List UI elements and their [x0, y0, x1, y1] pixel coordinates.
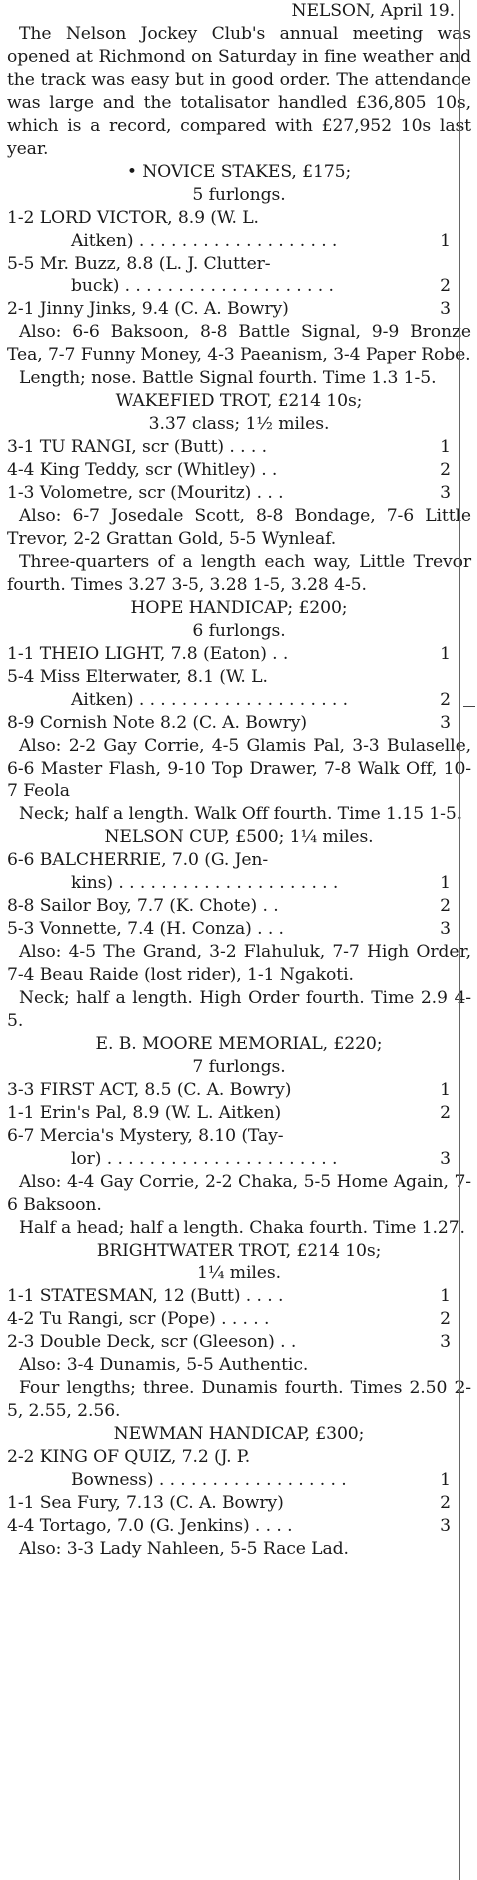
entry-cont: buck) . . . . . . . . . . . . . . . . . . . .: [71, 276, 334, 297]
place-number: 2: [440, 896, 451, 917]
place-number: 3: [440, 1148, 451, 1169]
race-result: Neck; half a length. Walk Off fourth. Time 1.15 1-5.: [19, 804, 463, 825]
place-1-cont: [7, 230, 471, 253]
race-title: WAKEFIED TROT, £214 10s;: [115, 391, 363, 412]
entry-text: 1-1 Sea Fury, 7.13 (C. A. Bowry): [7, 1493, 284, 1513]
race-result: Half a head; half a length. Chaka fourth. Time 1.27.: [19, 1217, 465, 1238]
place-number: 2: [440, 276, 451, 297]
race-result: Four lengths; three. Dunamis fourth. Times 2.50 2-5, 2.55, 2.56.: [7, 1378, 471, 1422]
race-title: NEWMAN HANDICAP, £300;: [113, 1424, 365, 1445]
race-title: E. B. MOORE MEMORIAL, £220;: [95, 1033, 383, 1054]
place-2: [7, 1102, 471, 1125]
race-subtitle: 5 furlongs.: [192, 184, 286, 205]
race-title: BRIGHTWATER TROT, £214 10s;: [96, 1240, 382, 1261]
place-1: [7, 1285, 471, 1308]
entry-cont: Aitken) . . . . . . . . . . . . . . . . . . . .: [71, 689, 349, 710]
place-number: 2: [440, 1493, 451, 1513]
place-3: [7, 298, 471, 321]
intro-paragraph: The Nelson Jockey Club's annual meeting was opened at Richmond on Saturday in fine weather and the track was easy but in good order. The attendance was large and the totalisator handled £36,805 10s, which is a record, compared with £27,952 10s last year.: [7, 24, 471, 159]
race-subtitle: 7 furlongs.: [192, 1056, 286, 1077]
entry-text: 4-4 Tortago, 7.0 (G. Jenkins) . . . .: [7, 1515, 293, 1536]
place-3: [7, 482, 471, 505]
entry-text: 1-2 LORD VICTOR, 8.9 (W. L.: [7, 207, 259, 228]
place-number: 3: [440, 1332, 451, 1353]
also-ran: Also: 4-5 The Grand, 3-2 Flahuluk, 7-7 High Order, 7-4 Beau Raide (lost rider), 1-1 Ngakoti.: [7, 942, 471, 986]
race-subtitle: 6 furlongs.: [192, 620, 286, 641]
entry-cont: Bowness) . . . . . . . . . . . . . . . . . .: [71, 1470, 347, 1491]
place-number: 2: [440, 1102, 451, 1123]
also-ran: Also: 2-2 Gay Corrie, 4-5 Glamis Pal, 3-3 Bulaselle, 6-6 Master Flash, 9-10 Top Drawer, 7-8 Walk Off, 10-7 Feola: [7, 735, 471, 802]
place-3: [7, 1515, 471, 1538]
race-nelson-cup: [7, 826, 471, 1033]
race-result: Three-quarters of a length each way, Little Trevor fourth. Times 3.27 3-5, 3.28 1-5, 3.28 4-5.: [7, 551, 471, 595]
place-2-cont: [7, 689, 471, 712]
entry-text: 5-5 Mr. Buzz, 8.8 (L. J. Clutter-: [7, 253, 271, 274]
race-brightwater-trot: [7, 1240, 471, 1424]
race-hope-handicap: [7, 597, 471, 827]
place-number: 1: [440, 643, 451, 664]
entry-text: 1-1 Erin's Pal, 8.9 (W. L. Aitken): [7, 1102, 282, 1123]
entry-text: 6-7 Mercia's Mystery, 8.10 (Tay-: [7, 1125, 284, 1146]
place-number: 3: [440, 1515, 451, 1536]
entry-text: 8-8 Sailor Boy, 7.7 (K. Chote) . .: [7, 896, 279, 917]
place-number: 3: [440, 712, 451, 733]
entry-text: 3-3 FIRST ACT, 8.5 (C. A. Bowry): [7, 1079, 292, 1100]
race-title: • NOVICE STAKES, £175;: [126, 161, 352, 182]
entry-text: 4-2 Tu Rangi, scr (Pope) . . . . .: [7, 1309, 270, 1330]
place-number: 1: [440, 1079, 451, 1100]
place-number: 2: [440, 460, 451, 481]
column-rule: [459, 0, 460, 1880]
place-1: [7, 436, 471, 459]
entry-cont: Aitken) . . . . . . . . . . . . . . . . . . .: [71, 230, 338, 251]
race-title: NELSON CUP, £500; 1¼ miles.: [104, 827, 374, 848]
also-ran: Also: 3-4 Dunamis, 5-5 Authentic.: [19, 1355, 309, 1376]
place-3-cont: [7, 1148, 471, 1171]
place-1: [7, 1446, 471, 1469]
entry-text: 5-3 Vonnette, 7.4 (H. Conza) . . .: [7, 919, 284, 940]
place-3: [7, 1331, 471, 1354]
race-subtitle: 1¼ miles.: [197, 1263, 281, 1284]
place-1: [7, 207, 471, 230]
race-result: Neck; half a length. High Order fourth. Time 2.9 4-5.: [7, 988, 471, 1031]
place-number: 1: [440, 1470, 451, 1491]
race-wakefied-trot: [7, 390, 471, 597]
place-3: [7, 1125, 471, 1148]
entry-text: 8-9 Cornish Note 8.2 (C. A. Bowry): [7, 712, 307, 733]
race-result: Length; nose. Battle Signal fourth. Time 1.3 1-5.: [19, 368, 437, 389]
place-number: 2: [440, 689, 451, 710]
entry-text: 1-3 Volometre, scr (Mouritz) . . .: [7, 483, 284, 504]
place-1: [7, 1079, 471, 1102]
place-2: [7, 1308, 471, 1331]
place-2: [7, 459, 471, 482]
place-2: [7, 895, 471, 918]
entry-text: 6-6 BALCHERRIE, 7.0 (G. Jen-: [7, 850, 269, 871]
place-number: 2: [440, 1309, 451, 1330]
also-ran: Also: 6-7 Josedale Scott, 8-8 Bondage, 7-6 Little Trevor, 2-2 Grattan Gold, 5-5 Wynleaf.: [7, 506, 471, 549]
entry-text: 2-1 Jinny Jinks, 9.4 (C. A. Bowry): [7, 299, 289, 320]
place-2: [7, 666, 471, 689]
entry-text: 1-1 STATESMAN, 12 (Butt) . . . .: [7, 1286, 284, 1307]
entry-cont: kins) . . . . . . . . . . . . . . . . . . . . .: [71, 873, 339, 894]
dateline: NELSON, April 19.: [291, 1, 455, 21]
entry-text: 2-3 Double Deck, scr (Gleeson) . .: [7, 1332, 297, 1353]
place-number: 3: [440, 919, 451, 940]
place-2: [7, 253, 471, 276]
also-ran: Also: 6-6 Baksoon, 8-8 Battle Signal, 9-9 Bronze Tea, 7-7 Funny Money, 4-3 Paeanism, 3-4 Paper Robe.: [7, 322, 471, 366]
race-novice-stakes: [7, 161, 471, 391]
place-number: 3: [440, 299, 451, 320]
place-3: [7, 918, 471, 941]
place-number: 1: [440, 1286, 451, 1307]
entry-text: 3-1 TU RANGI, scr (Butt) . . . .: [7, 437, 267, 458]
place-1-cont: [7, 1469, 471, 1492]
place-1-cont: [7, 872, 471, 895]
place-1: [7, 849, 471, 872]
place-2-cont: [7, 275, 471, 298]
entry-text: 4-4 King Teddy, scr (Whitley) . .: [7, 460, 278, 481]
place-3: [7, 712, 471, 735]
place-number: 1: [440, 437, 451, 458]
place-number: 3: [440, 483, 451, 504]
place-number: 1: [440, 230, 451, 251]
also-ran: Also: 4-4 Gay Corrie, 2-2 Chaka, 5-5 Home Again, 7-6 Baksoon.: [7, 1171, 471, 1215]
race-newman-handicap: [7, 1423, 471, 1561]
entry-cont: lor) . . . . . . . . . . . . . . . . . . . . . .: [71, 1148, 338, 1169]
entry-text: 1-1 THEIO LIGHT, 7.8 (Eaton) . .: [7, 643, 289, 664]
entry-text: 5-4 Miss Elterwater, 8.1 (W. L.: [7, 666, 268, 687]
race-title: HOPE HANDICAP; £200;: [130, 597, 348, 618]
race-subtitle: 3.37 class; 1½ miles.: [148, 414, 330, 435]
margin-mark: [463, 706, 475, 707]
race-moore-memorial: [7, 1033, 471, 1240]
place-number: 1: [440, 873, 451, 894]
also-ran: Also: 3-3 Lady Nahleen, 5-5 Race Lad.: [19, 1538, 349, 1559]
place-1: [7, 643, 471, 666]
entry-text: 2-2 KING OF QUIZ, 7.2 (J. P.: [7, 1447, 251, 1468]
place-2: [7, 1492, 471, 1515]
